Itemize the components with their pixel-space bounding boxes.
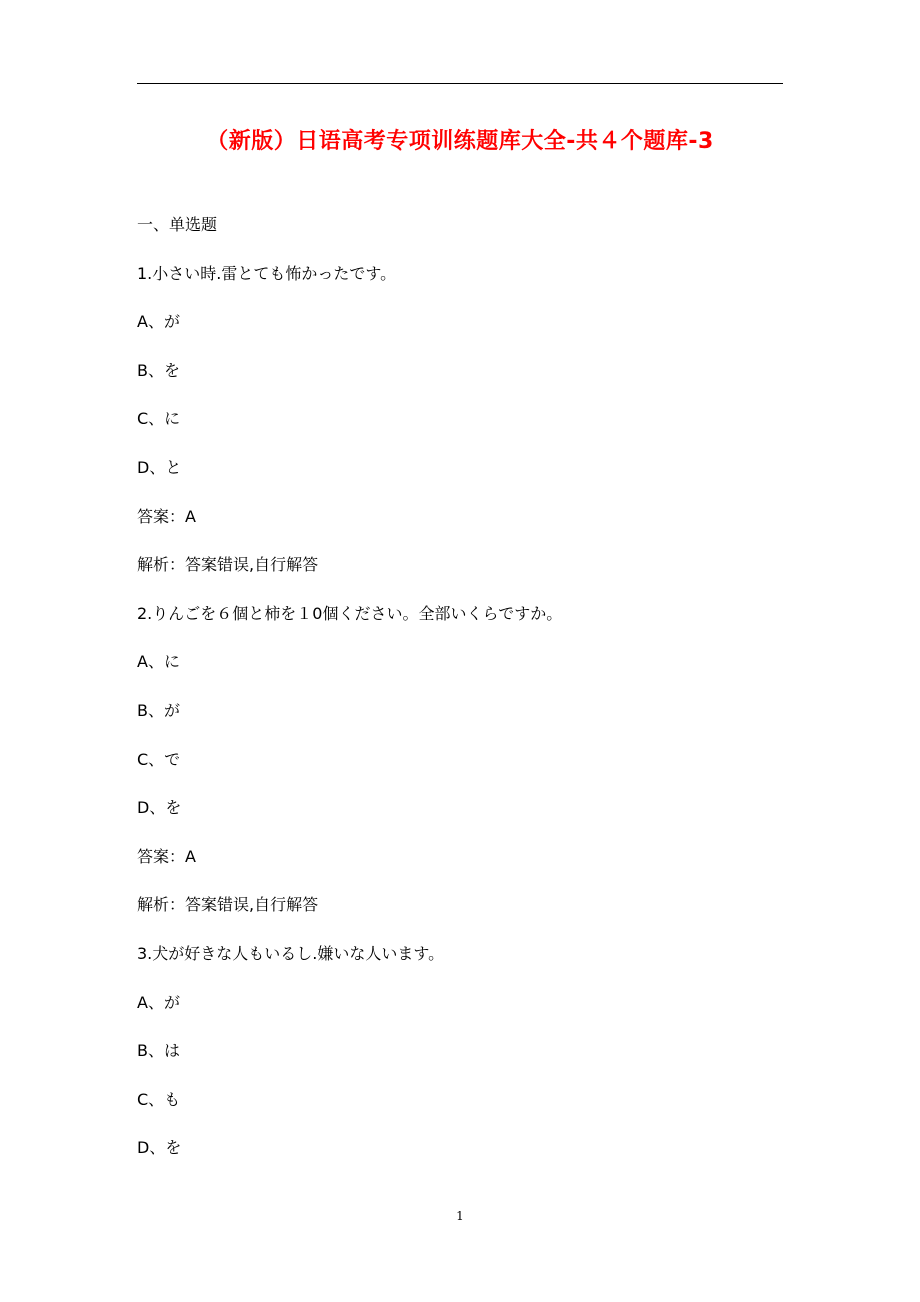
option-c: C、で [137, 749, 181, 769]
question-stem: 3.犬が好きな人もいるし.嫌いな人います。 [137, 943, 445, 963]
analysis-line: 解析：答案错误,自行解答 [137, 895, 319, 915]
option-c: C、も [137, 1089, 181, 1109]
option-d: D、を [137, 798, 182, 818]
page-number: 1 [456, 1209, 464, 1223]
analysis-line: 解析：答案错误,自行解答 [137, 555, 319, 575]
question-stem: 1.小さい時.雷とても怖かったです。 [137, 263, 397, 283]
document-title: （新版）日语高考专项训练题库大全-共４个题库-3 [206, 129, 714, 154]
option-b: B、を [137, 360, 180, 380]
option-d: D、を [137, 1138, 182, 1158]
document-body [137, 211, 783, 1183]
answer-line: 答案：A [137, 506, 196, 526]
option-a: A、が [137, 992, 180, 1012]
option-b: B、は [137, 1041, 180, 1061]
section-heading: 一、单选题 [137, 215, 218, 234]
option-d: D、と [137, 457, 182, 477]
option-b: B、が [137, 700, 180, 720]
question-1 [137, 260, 783, 600]
header-rule [137, 83, 783, 84]
question-3 [137, 940, 783, 1183]
option-a: A、に [137, 652, 180, 672]
question-2 [137, 600, 783, 940]
option-a: A、が [137, 312, 180, 332]
answer-line: 答案：A [137, 846, 196, 866]
question-stem: 2.りんごを６個と柿を１0個ください。全部いくらですか。 [137, 603, 563, 623]
option-c: C、に [137, 409, 181, 429]
